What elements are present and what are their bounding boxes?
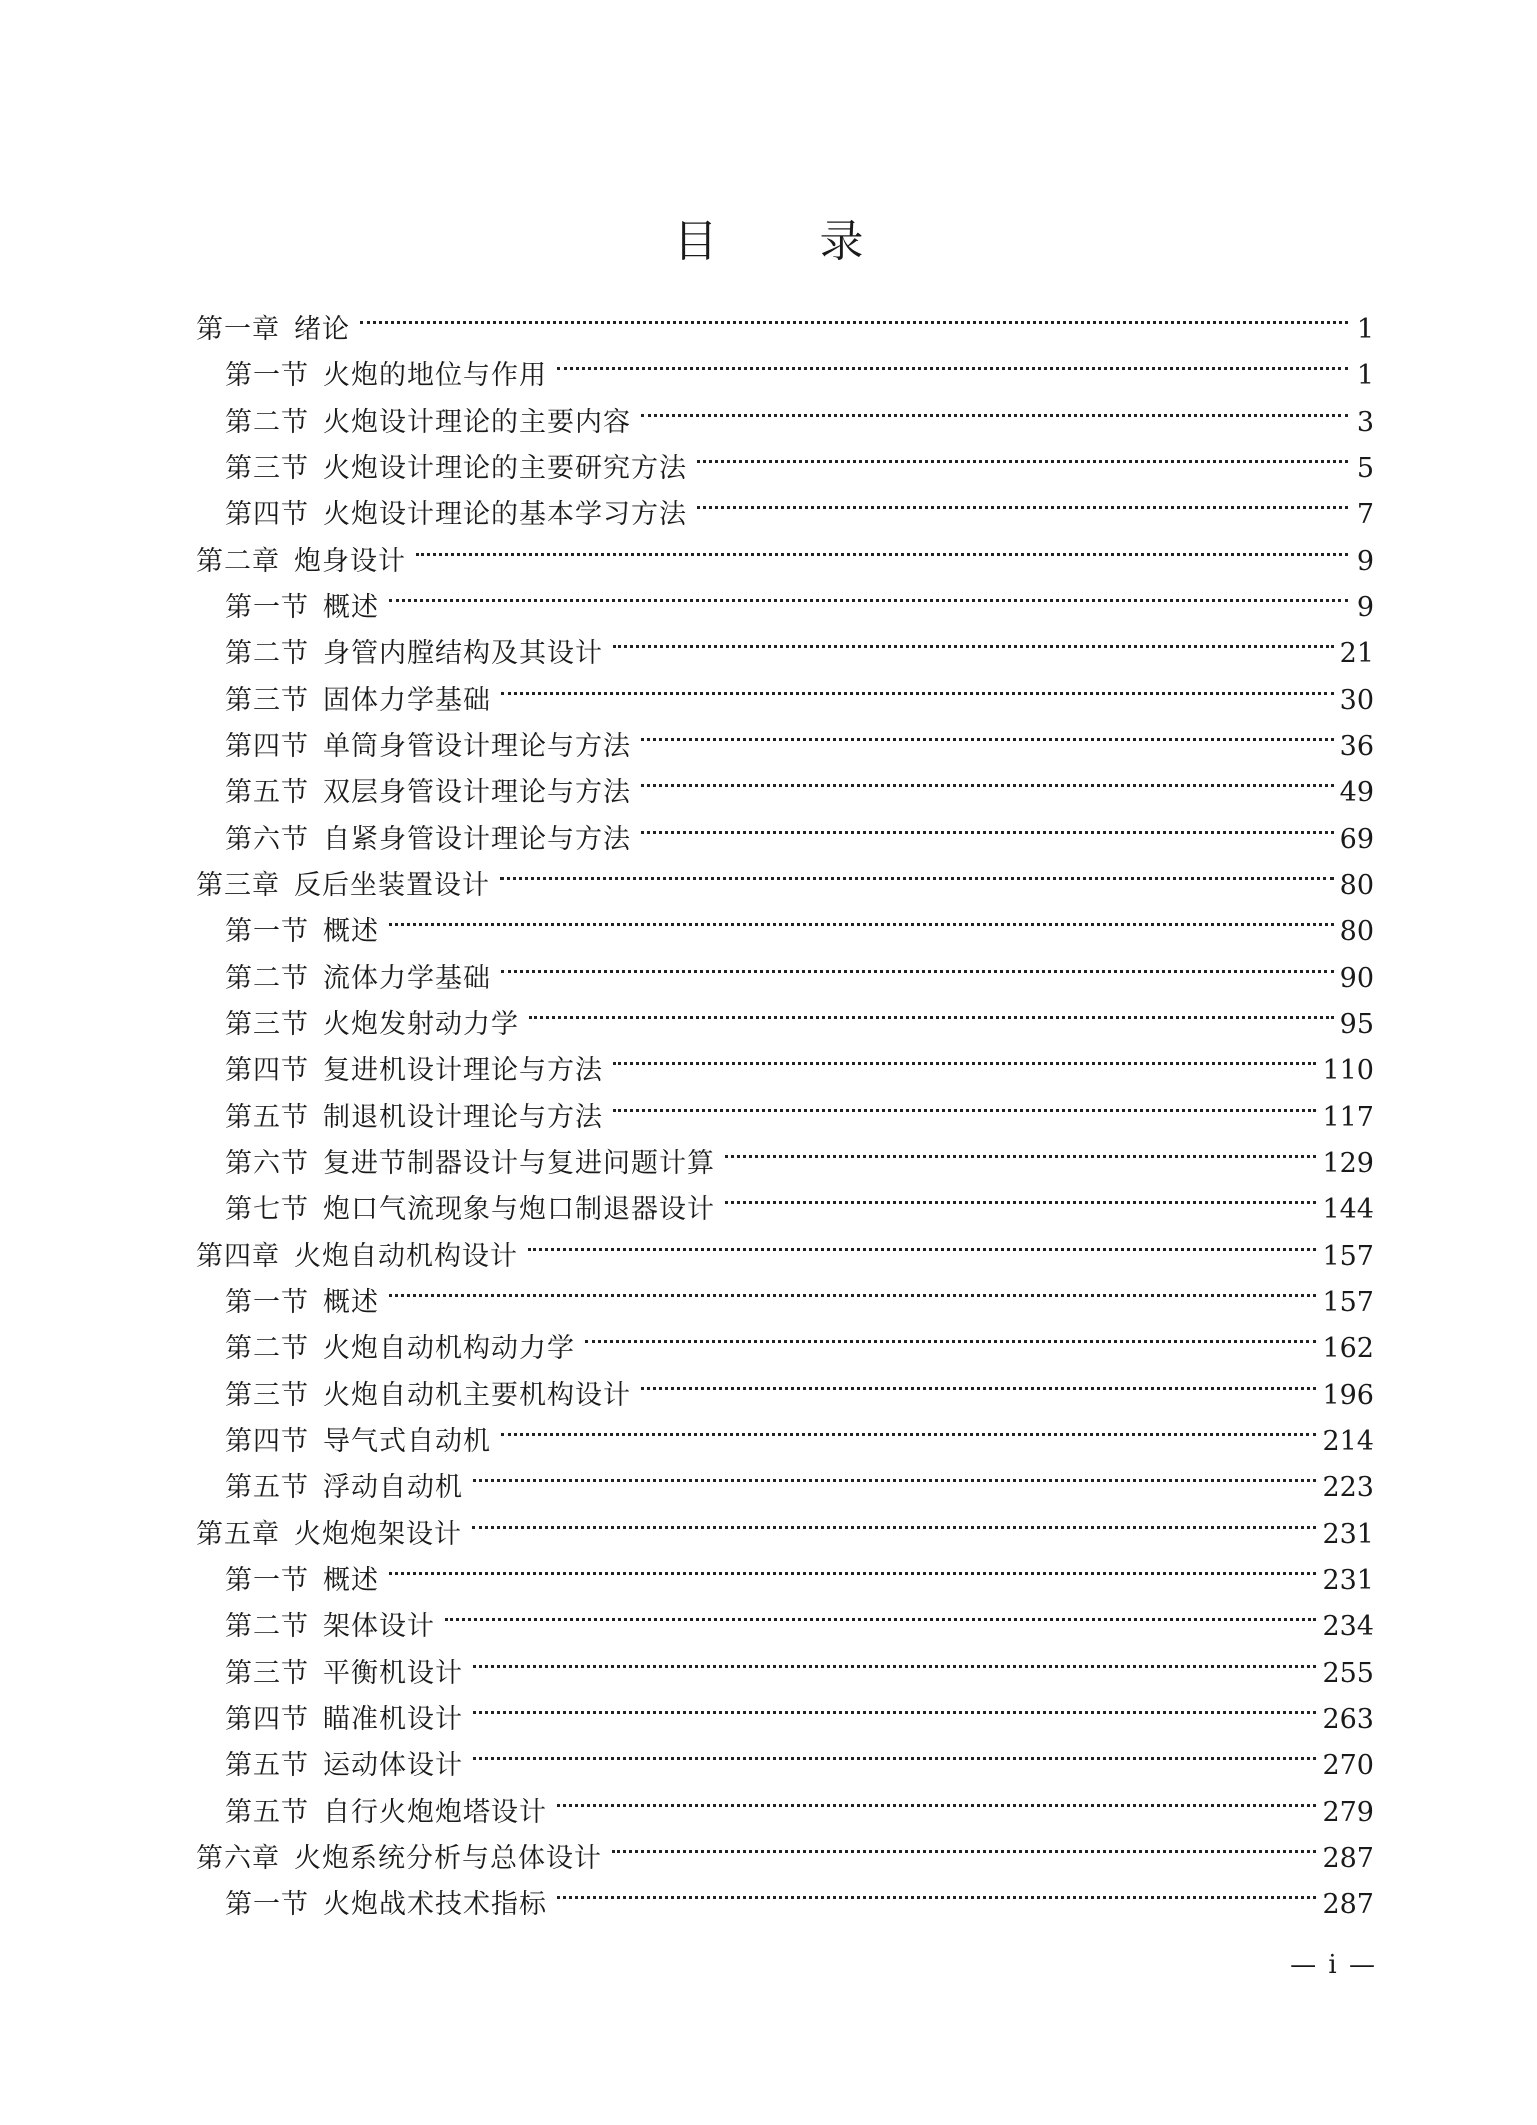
toc-entry-label — [225, 956, 491, 1002]
toc-entry-title: 流体力学基础 — [323, 962, 491, 994]
toc-entry-label — [225, 353, 547, 399]
page-title: 目 录 — [673, 216, 908, 267]
toc-entry-number: 第二节 — [225, 962, 309, 994]
dot-leader — [416, 524, 1348, 570]
toc-page-number: 90 — [1339, 962, 1374, 994]
toc-entry-label — [225, 909, 379, 955]
toc-entry-number: 第三节 — [225, 1657, 309, 1689]
dot-leader — [641, 1358, 1316, 1404]
toc-entry-number: 第五节 — [225, 1796, 309, 1828]
dot-leader — [501, 1404, 1316, 1450]
dot-leader — [501, 941, 1334, 987]
toc-page-number: 144 — [1322, 1194, 1374, 1226]
toc-page-number: 21 — [1339, 638, 1374, 670]
toc-entry-number: 第三节 — [225, 684, 309, 716]
toc-page-number: 162 — [1322, 1333, 1374, 1365]
toc-entry-label — [225, 1095, 603, 1141]
dot-leader — [473, 1682, 1316, 1728]
dot-leader — [557, 1867, 1316, 1913]
dot-leader — [613, 1033, 1316, 1079]
toc-entry-title: 瞄准机设计 — [323, 1703, 463, 1735]
toc-entry-label — [196, 1836, 602, 1882]
toc-page-number: 129 — [1322, 1147, 1374, 1179]
toc-entry-number: 第一章 — [196, 314, 280, 345]
toc-page-number: 7 — [1356, 499, 1374, 531]
dot-leader — [697, 431, 1348, 477]
toc-entry-title: 概述 — [323, 1286, 379, 1318]
dot-leader — [641, 385, 1348, 431]
toc-entry-number: 第二节 — [225, 1333, 309, 1365]
dot-leader — [473, 1728, 1316, 1774]
toc-page-number: 1 — [1356, 360, 1374, 392]
toc-entry-label — [225, 400, 631, 446]
dot-leader — [528, 1219, 1316, 1265]
toc-entry-label — [225, 770, 631, 816]
toc-page-number: 214 — [1322, 1425, 1374, 1457]
toc-entry-title: 火炮的地位与作用 — [323, 360, 547, 392]
dot-leader — [389, 894, 1334, 940]
page-folio: — i — — [1290, 1950, 1377, 1980]
toc-entry-number: 第二节 — [225, 406, 309, 438]
toc-page-number: 80 — [1339, 916, 1374, 948]
toc-entry-label — [225, 585, 379, 631]
toc-page-number: 255 — [1322, 1657, 1374, 1689]
toc-page-number: 49 — [1339, 777, 1374, 809]
toc-entry-title: 制退机设计理论与方法 — [323, 1101, 603, 1133]
toc-entry-number: 第六节 — [225, 823, 309, 855]
toc-entry-number: 第五节 — [225, 1101, 309, 1133]
toc-entry-title: 导气式自动机 — [323, 1425, 491, 1457]
toc-page-number: 3 — [1356, 406, 1374, 438]
toc-page-number: 234 — [1322, 1611, 1374, 1643]
toc-entry-number: 第五节 — [225, 777, 309, 809]
toc-entry-number: 第七节 — [225, 1194, 309, 1226]
toc-entry-title: 绪论 — [294, 314, 350, 345]
toc-page-number: 9 — [1356, 545, 1374, 577]
toc-entry-label — [225, 1790, 547, 1836]
toc-page-number: 110 — [1322, 1055, 1374, 1087]
dot-leader — [612, 1821, 1316, 1867]
toc-entry-label — [225, 1280, 379, 1326]
toc-entry-label — [225, 1465, 463, 1511]
toc-page-number: 95 — [1339, 1008, 1374, 1040]
toc-entry-title: 火炮战术技术指标 — [323, 1889, 547, 1921]
toc-entry-title: 火炮设计理论的主要内容 — [323, 406, 631, 438]
dot-leader — [389, 1265, 1316, 1311]
toc-entry-number: 第四节 — [225, 730, 309, 762]
toc-entry-title: 双层身管设计理论与方法 — [323, 777, 631, 809]
toc-chapter-entry[interactable] — [196, 292, 1374, 345]
dot-leader — [641, 802, 1334, 848]
toc-entry-number: 第三章 — [196, 869, 280, 901]
dot-leader — [613, 616, 1334, 662]
toc-page-number: 157 — [1322, 1240, 1374, 1272]
toc-entry-title: 火炮炮架设计 — [294, 1518, 462, 1550]
dot-leader — [500, 848, 1334, 894]
dot-leader — [585, 1311, 1316, 1357]
toc-entry-title: 火炮自动机构动力学 — [323, 1333, 575, 1365]
dot-leader — [725, 1172, 1316, 1218]
toc-page-number: 36 — [1339, 730, 1374, 762]
toc-entry-number: 第六节 — [225, 1147, 309, 1179]
toc-entry-number: 第二节 — [225, 1611, 309, 1643]
toc-entry-title: 自紧身管设计理论与方法 — [323, 823, 631, 855]
toc-entry-label — [225, 1604, 435, 1650]
dot-leader — [697, 477, 1348, 523]
toc-entry-number: 第一节 — [225, 360, 309, 392]
toc-entry-label — [225, 1558, 379, 1604]
dot-leader — [641, 755, 1334, 801]
toc-entry-number: 第五章 — [196, 1518, 280, 1550]
toc-entry-title: 平衡机设计 — [323, 1657, 463, 1689]
dot-leader — [529, 987, 1334, 1033]
dot-leader — [501, 663, 1334, 709]
table-of-contents — [196, 292, 1374, 1921]
dot-leader — [389, 1543, 1316, 1589]
dot-leader — [445, 1589, 1316, 1635]
toc-page-number: 9 — [1356, 591, 1374, 623]
toc-entry-number: 第三节 — [225, 1008, 309, 1040]
toc-entry-number: 第二节 — [225, 638, 309, 670]
toc-entry-title: 概述 — [323, 916, 379, 948]
toc-entry-number: 第四节 — [225, 1425, 309, 1457]
toc-page-number: 263 — [1322, 1703, 1374, 1735]
dot-leader — [473, 1636, 1316, 1682]
toc-entry-number: 第三节 — [225, 1379, 309, 1411]
toc-entry-title: 概述 — [323, 1564, 379, 1596]
toc-page-number: 5 — [1356, 452, 1374, 484]
dot-leader — [557, 338, 1348, 384]
dot-leader — [557, 1775, 1316, 1821]
toc-page-number: 279 — [1322, 1796, 1374, 1828]
toc-entry-number: 第四节 — [225, 499, 309, 531]
toc-entry-title: 火炮自动机主要机构设计 — [323, 1379, 631, 1411]
toc-entry-title: 火炮设计理论的基本学习方法 — [323, 499, 687, 531]
toc-entry-title: 单筒身管设计理论与方法 — [323, 730, 631, 762]
toc-page-number: 157 — [1322, 1286, 1374, 1318]
toc-entry-label — [225, 1141, 715, 1187]
toc-page-number: 117 — [1322, 1101, 1374, 1133]
toc-entry-label — [225, 724, 631, 770]
dot-leader — [725, 1126, 1316, 1172]
toc-page-number: 196 — [1322, 1379, 1374, 1411]
toc-entry-title: 概述 — [323, 591, 379, 623]
toc-page-number: 231 — [1322, 1518, 1374, 1550]
toc-entry-label — [225, 1326, 575, 1372]
toc-entry-number: 第一节 — [225, 591, 309, 623]
toc-entry-title: 浮动自动机 — [323, 1472, 463, 1504]
dot-leader — [613, 1080, 1316, 1126]
toc-entry-title: 自行火炮炮塔设计 — [323, 1796, 547, 1828]
toc-entry-number: 第一节 — [225, 916, 309, 948]
dot-leader — [641, 709, 1334, 755]
toc-entry-title: 复进机设计理论与方法 — [323, 1055, 603, 1087]
toc-page-number: 69 — [1339, 823, 1374, 855]
toc-entry-number: 第四节 — [225, 1055, 309, 1087]
toc-entry-label — [225, 446, 687, 492]
dot-leader — [472, 1497, 1316, 1543]
toc-page-number: 223 — [1322, 1472, 1374, 1504]
dot-leader — [389, 570, 1348, 616]
toc-page-number: 231 — [1322, 1564, 1374, 1596]
toc-entry-number: 第五节 — [225, 1472, 309, 1504]
toc-entry-title: 复进节制器设计与复进问题计算 — [323, 1147, 715, 1179]
toc-entry-number: 第四章 — [196, 1240, 280, 1272]
toc-page-number: 30 — [1339, 684, 1374, 716]
toc-entry-title: 火炮发射动力学 — [323, 1008, 519, 1040]
toc-entry-label — [225, 1743, 463, 1789]
toc-page-number: 287 — [1322, 1842, 1374, 1874]
dot-leader — [360, 292, 1348, 338]
toc-entry-label — [225, 1419, 491, 1465]
toc-entry-title: 固体力学基础 — [323, 684, 491, 716]
toc-page-number: 1 — [1356, 314, 1374, 345]
toc-page-number: 270 — [1322, 1750, 1374, 1782]
toc-entry-number: 第一节 — [225, 1564, 309, 1596]
toc-entry-label — [196, 307, 350, 353]
toc-entry-title: 炮身设计 — [294, 545, 406, 577]
toc-page-number: 287 — [1322, 1889, 1374, 1921]
toc-entry-title: 架体设计 — [323, 1611, 435, 1643]
toc-entry-title: 运动体设计 — [323, 1750, 463, 1782]
toc-entry-title: 反后坐装置设计 — [294, 869, 490, 901]
toc-entry-label — [225, 1002, 519, 1048]
toc-entry-number: 第五节 — [225, 1750, 309, 1782]
toc-entry-title: 炮口气流现象与炮口制退器设计 — [323, 1194, 715, 1226]
toc-entry-number: 第一节 — [225, 1286, 309, 1318]
toc-entry-number: 第三节 — [225, 452, 309, 484]
toc-entry-label — [225, 1048, 603, 1094]
toc-page-number: 80 — [1339, 869, 1374, 901]
toc-entry-title: 火炮系统分析与总体设计 — [294, 1842, 602, 1874]
toc-entry-title: 身管内膛结构及其设计 — [323, 638, 603, 670]
toc-entry-label — [196, 539, 406, 585]
toc-entry-number: 第六章 — [196, 1842, 280, 1874]
dot-leader — [473, 1450, 1316, 1496]
toc-entry-number: 第一节 — [225, 1889, 309, 1921]
toc-entry-label — [225, 678, 491, 724]
toc-entry-title: 火炮自动机构设计 — [294, 1240, 518, 1272]
toc-entry-number: 第四节 — [225, 1703, 309, 1735]
toc-entry-number: 第二章 — [196, 545, 280, 577]
toc-entry-title: 火炮设计理论的主要研究方法 — [323, 452, 687, 484]
toc-section-entry[interactable] — [196, 338, 1374, 392]
toc-entry-label — [225, 1882, 547, 1928]
toc-entry-label — [225, 1651, 463, 1697]
toc-entry-label — [225, 1697, 463, 1743]
